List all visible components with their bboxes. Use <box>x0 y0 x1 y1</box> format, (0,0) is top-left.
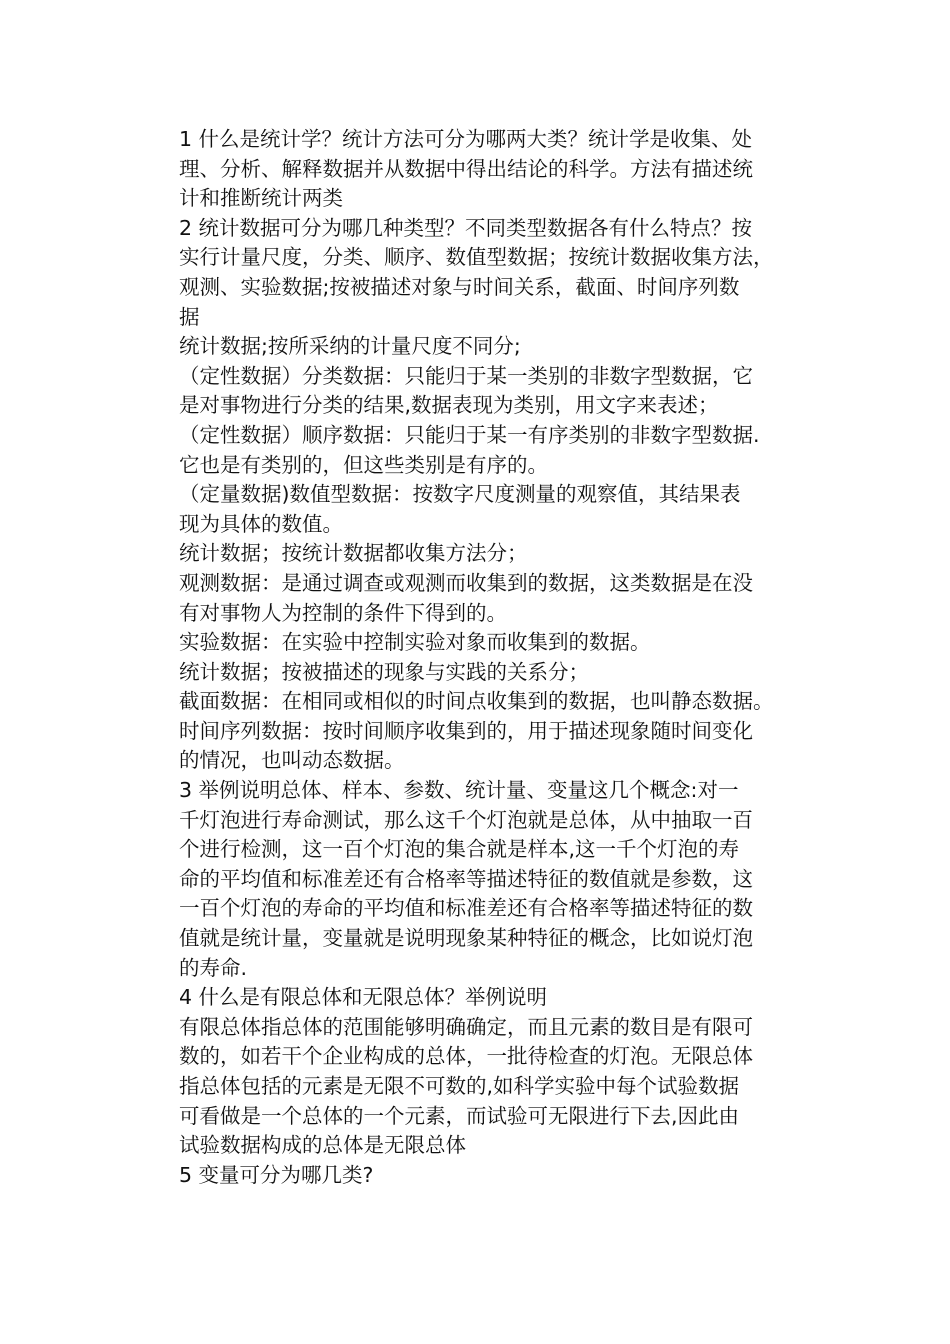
text-line: 个进行检测，这一百个灯泡的集合就是样本,这一千个灯泡的寿 <box>179 837 740 862</box>
text-line: 一百个灯泡的寿命的平均值和标准差还有合格率等描述特征的数 <box>179 896 753 921</box>
text-line: 指总体包括的元素是无限不可数的,如科学实验中每个试验数据 <box>179 1074 740 1098</box>
text-line: 千灯泡进行寿命测试，那么这千个灯泡就是总体，从中抽取一百 <box>179 807 753 832</box>
text-line: 统计数据;按所采纳的计量尺度不同分; <box>179 334 521 359</box>
text-line: 截面数据：在相同或相似的时间点收集到的数据，也叫静态数据。 <box>179 689 774 714</box>
text-line: 理、分析、解释数据并从数据中得出结论的科学。方法有描述统 <box>179 156 753 181</box>
text-line: 现为具体的数值。 <box>179 511 343 536</box>
text-line: 1 什么是统计学？统计方法可分为哪两大类？统计学是收集、处 <box>179 127 753 151</box>
text-line: 计和推断统计两类 <box>179 186 343 211</box>
text-line: 2 统计数据可分为哪几种类型？不同类型数据各有什么特点？按 <box>179 215 753 240</box>
text-line: 统计数据；按被描述的现象与实践的关系分； <box>179 659 589 684</box>
text-line: 实行计量尺度，分类、顺序、数值型数据；按统计数据收集方法， <box>179 245 774 270</box>
text-line: 是对事物进行分类的结果,数据表现为类别，用文字来表述； <box>179 393 719 418</box>
text-line: 4 什么是有限总体和无限总体？举例说明 <box>179 985 548 1010</box>
text-line: 实验数据：在实验中控制实验对象而收集到的数据。 <box>179 630 651 655</box>
text-line: 可看做是一个总体的一个元素，而试验可无限进行下去,因此由 <box>179 1103 740 1128</box>
text-line: 有对事物人为控制的条件下得到的。 <box>179 600 507 625</box>
text-line: 统计数据；按统计数据都收集方法分； <box>179 541 528 566</box>
text-line: 数的，如若干个企业构成的总体，一批待检查的灯泡。无限总体 <box>179 1044 753 1069</box>
text-line: 的情况，也叫动态数据。 <box>179 748 405 773</box>
text-line: 值就是统计量，变量就是说明现象某种特征的概念，比如说灯泡 <box>179 926 753 951</box>
text-line: 据 <box>179 304 200 329</box>
text-line: 它也是有类别的，但这些类别是有序的。 <box>179 452 548 477</box>
text-line: 时间序列数据：按时间顺序收集到的，用于描述现象随时间变化 <box>179 718 753 743</box>
text-line: 观测数据：是通过调查或观测而收集到的数据，这类数据是在没 <box>179 570 753 595</box>
text-line: （定性数据）分类数据：只能归于某一类别的非数字型数据，它 <box>179 363 753 388</box>
text-line: 5 变量可分为哪几类? <box>179 1162 374 1187</box>
text-line: 命的平均值和标准差还有合格率等描述特征的数值就是参数，这 <box>179 866 753 891</box>
text-line: 的寿命. <box>179 955 248 980</box>
text-line: （定量数据)数值型数据：按数字尺度测量的观察值，其结果表 <box>179 482 741 507</box>
text-line: （定性数据）顺序数据：只能归于某一有序类别的非数字型数据. <box>179 422 760 447</box>
text-line: 3 举例说明总体、样本、参数、统计量、变量这几个概念:对一 <box>179 778 739 803</box>
text-line: 有限总体指总体的范围能够明确确定，而且元素的数目是有限可 <box>179 1014 753 1039</box>
text-line: 观测、实验数据;按被描述对象与时间关系，截面、时间序列数 <box>179 274 740 299</box>
document-body <box>179 125 819 1190</box>
text-line: 试验数据构成的总体是无限总体 <box>179 1133 466 1158</box>
